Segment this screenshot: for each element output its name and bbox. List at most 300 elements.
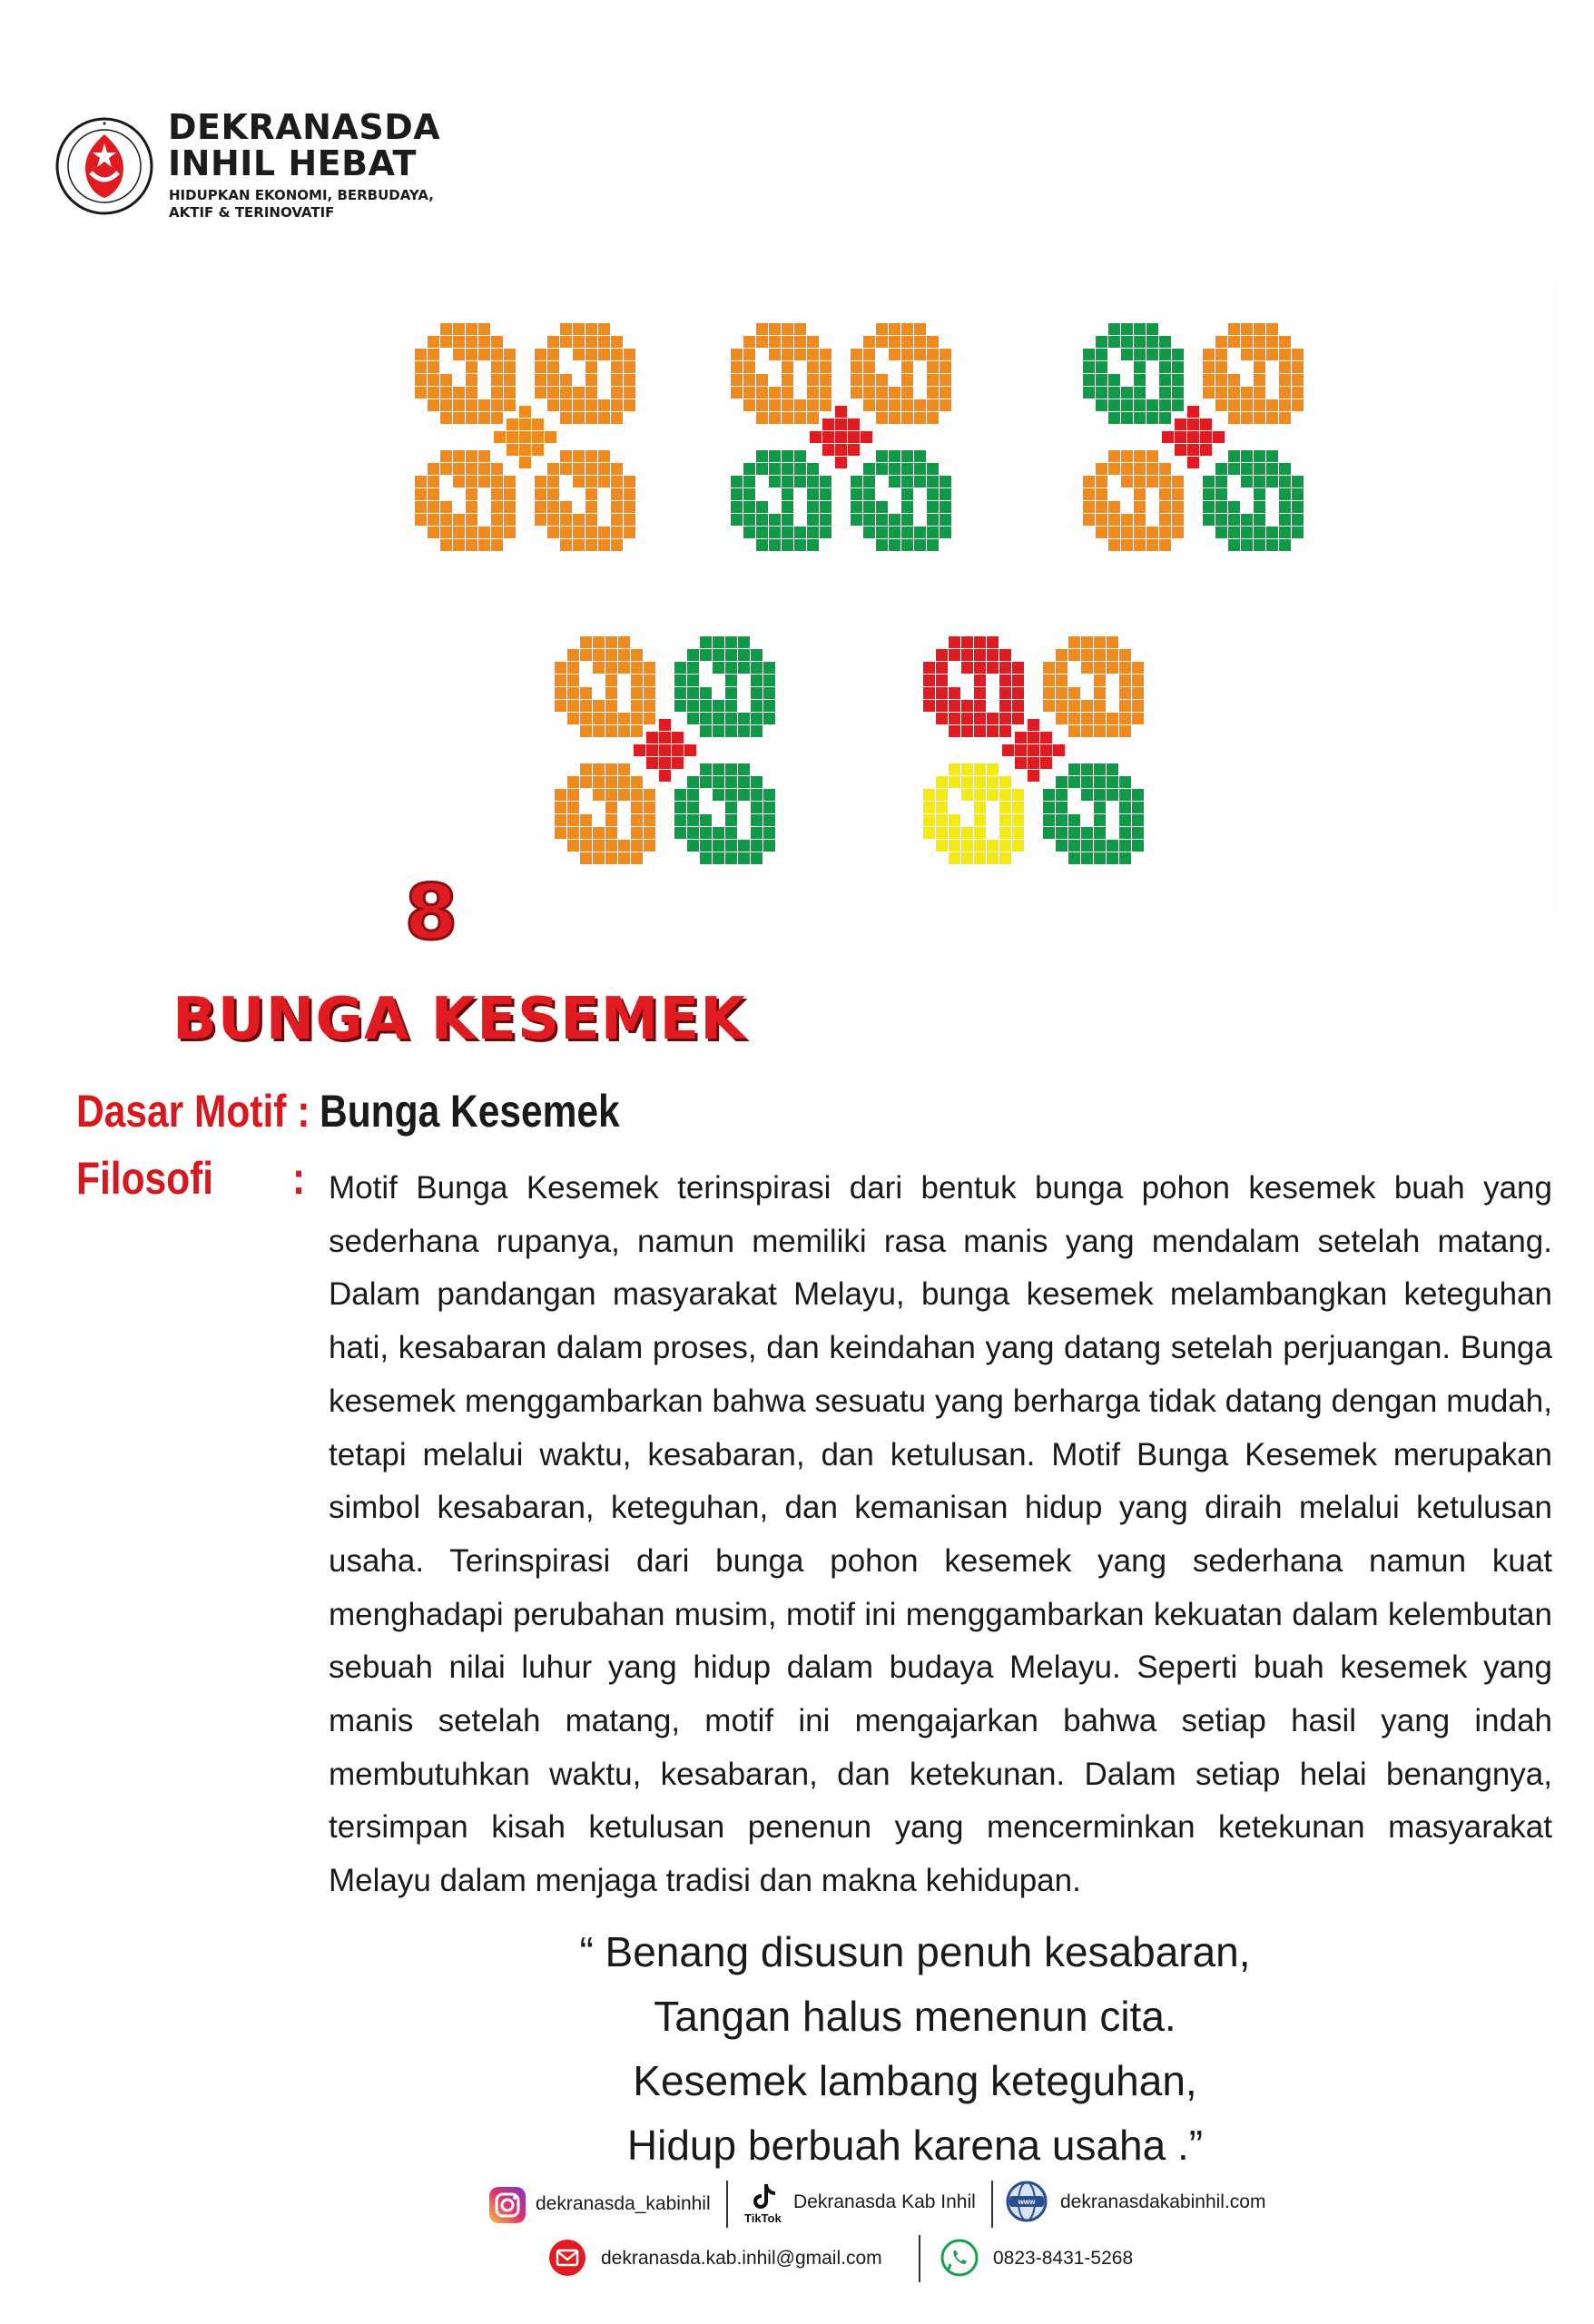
motif-pixel [756, 387, 768, 399]
motif-pixel [1279, 336, 1291, 348]
motif-pixel [820, 488, 831, 500]
filosofi-colon: : [292, 1153, 306, 1204]
motif-pixel [1094, 827, 1106, 839]
motif-pixel [415, 374, 427, 386]
motif-pixel [555, 814, 566, 826]
motif-pixel [936, 827, 948, 839]
motif-pixel [644, 814, 655, 826]
motif-pixel [974, 763, 986, 775]
motif-pixel [1081, 852, 1093, 864]
motif-center-pixel [684, 744, 696, 756]
motif-pixel [851, 361, 862, 373]
motif-pixel [1279, 527, 1291, 538]
motif-pixel [782, 336, 793, 348]
motif-pixel [1172, 527, 1184, 538]
motif-pixel [624, 361, 635, 373]
motif-pixel [1096, 387, 1107, 399]
motif-pixel [611, 374, 623, 386]
motif-pixel [782, 412, 793, 424]
motif-pixel [1121, 476, 1133, 487]
dasar-motif-label: Dasar Motif : [76, 1086, 310, 1137]
motif-pixel [999, 840, 1011, 852]
motif-pixel [713, 827, 724, 839]
motif-pixel [807, 501, 819, 513]
motif-pixel [466, 450, 477, 462]
motif-pixel [466, 387, 477, 399]
motif-pixel [807, 527, 819, 538]
motif-pixel [901, 527, 913, 538]
motif-pixel [1215, 476, 1227, 487]
motif-pixel [769, 463, 781, 475]
motif-pixel [1254, 399, 1265, 411]
motif-pixel [1241, 514, 1253, 526]
motif-pixel [504, 374, 516, 386]
motif-pixel [555, 827, 566, 839]
motif-pixel [1266, 527, 1278, 538]
motif-pixel [618, 649, 630, 661]
motif-pixel [700, 713, 712, 724]
motif-pixel [1254, 349, 1265, 360]
motif-pixel [1159, 387, 1171, 399]
poem [434, 1920, 1396, 2178]
motif-pixel [901, 476, 913, 487]
motif-pixel [1083, 514, 1095, 526]
motif-pixel [1241, 463, 1253, 475]
motif-center-pixel [1200, 419, 1212, 430]
motif-pixel [1228, 450, 1240, 462]
motif-pixel [927, 361, 939, 373]
motif-pixel [1094, 700, 1106, 712]
motif-pixel [593, 662, 605, 674]
motif-pixel [889, 412, 900, 424]
motif-pixel [807, 361, 819, 373]
motif-pixel [1159, 476, 1171, 487]
motif-pixel [1266, 463, 1278, 475]
motif-pixel [1292, 361, 1304, 373]
motif-pixel [751, 852, 763, 864]
motif-pixel [504, 527, 516, 538]
motif-pixel [611, 463, 623, 475]
motif-pixel [1228, 412, 1240, 424]
motif-pixel [598, 323, 610, 335]
motif-pixel [725, 700, 737, 712]
motif-pixel [889, 476, 900, 487]
motif-pixel [763, 700, 775, 712]
tiktok-account[interactable]: Dekranasda Kab Inhil [793, 2191, 976, 2212]
motif-pixel [618, 725, 630, 737]
motif-pixel [1279, 476, 1291, 487]
motif-pixel [1107, 776, 1118, 788]
motif-pixel [593, 713, 605, 724]
motif-pixel [738, 636, 750, 648]
motif-pixel [560, 323, 572, 335]
motif-pixel [618, 713, 630, 724]
motif-pixel [725, 776, 737, 788]
motif-pixel [794, 527, 806, 538]
motif-center-pixel [507, 419, 518, 430]
motif-variant-3 [1062, 295, 1325, 580]
motif-pixel [631, 662, 643, 674]
motif-center-pixel [1028, 757, 1039, 769]
motif-pixel [1081, 713, 1093, 724]
motif-pixel [535, 361, 546, 373]
motif-pixel [624, 387, 635, 399]
motif-center-pixel [545, 431, 556, 443]
motif-pixel [1056, 675, 1068, 686]
motif-pixel [547, 374, 559, 386]
motif-pixel [940, 488, 951, 500]
motif-pixel [478, 539, 490, 551]
motif-pixel [1266, 476, 1278, 487]
motif-pixel [1094, 675, 1106, 686]
motif-variant-1 [394, 295, 657, 580]
motif-pixel [1043, 802, 1055, 813]
motif-pixel [644, 802, 655, 813]
motif-pixel [428, 374, 439, 386]
motif-pixel [1121, 412, 1133, 424]
motif-pixel [763, 827, 775, 839]
motif-pixel [901, 450, 913, 462]
motif-pixel [453, 514, 465, 526]
motif-pixel [674, 662, 686, 674]
motif-pixel [961, 713, 973, 724]
motif-pixel [743, 463, 755, 475]
motif-pixel [961, 763, 973, 775]
motif-pixel [763, 840, 775, 852]
motif-pixel [1096, 476, 1107, 487]
motif-gallery [36, 281, 1558, 917]
motif-pixel [560, 527, 572, 538]
motif-pixel [593, 827, 605, 839]
motif-pixel [1134, 527, 1146, 538]
motif-pixel [927, 501, 939, 513]
motif-pixel [863, 501, 875, 513]
motif-pixel [725, 814, 737, 826]
motif-pixel [725, 840, 737, 852]
motif-pixel [1159, 336, 1171, 348]
motif-pixel [1081, 649, 1093, 661]
motif-pixel [725, 725, 737, 737]
motif-pixel [1134, 349, 1146, 360]
motif-center-pixel [519, 406, 531, 418]
motif-pixel [1108, 450, 1120, 462]
motif-pixel [478, 412, 490, 424]
motif-pixel [428, 463, 439, 475]
motif-pixel [807, 399, 819, 411]
motif-pixel [687, 776, 699, 788]
org-name-line2: INHIL HEBAT [168, 143, 417, 183]
motif-pixel [631, 814, 643, 826]
motif-center-pixel [1040, 744, 1052, 756]
motif-pixel [585, 323, 597, 335]
motif-pixel [987, 840, 999, 852]
motif-pixel [1083, 501, 1095, 513]
motif-pixel [547, 476, 559, 487]
motif-pixel [560, 539, 572, 551]
motif-pixel [999, 802, 1011, 813]
motif-pixel [567, 700, 579, 712]
motif-pixel [782, 374, 793, 386]
motif-pixel [751, 776, 763, 788]
motif-pixel [598, 336, 610, 348]
motif-pixel [1279, 387, 1291, 399]
motif-pixel [453, 387, 465, 399]
motif-pixel [914, 450, 926, 462]
motif-pixel [1132, 675, 1144, 686]
whatsapp-icon[interactable] [940, 2239, 979, 2277]
email-address[interactable]: dekranasda.kab.inhil@gmail.com [601, 2248, 882, 2269]
motif-pixel [782, 488, 793, 500]
motif-pixel [478, 336, 490, 348]
motif-pixel [901, 349, 913, 360]
motif-center-pixel [532, 419, 544, 430]
motif-pixel [725, 713, 737, 724]
motif-pixel [1146, 450, 1158, 462]
motif-pixel [1094, 713, 1106, 724]
motif-pixel [751, 662, 763, 674]
motif-pixel [999, 662, 1011, 674]
motif-pixel [961, 852, 973, 864]
motif-pixel [585, 514, 597, 526]
instagram-handle[interactable]: dekranasda_kabinhil [536, 2193, 711, 2214]
motif-pixel [927, 488, 939, 500]
motif-pixel [1096, 501, 1107, 513]
motif-pixel [605, 700, 617, 712]
motif-pixel [1134, 501, 1146, 513]
motif-pixel [1121, 527, 1133, 538]
motif-pixel [631, 649, 643, 661]
motif-pixel [949, 725, 960, 737]
motif-pixel [1134, 387, 1146, 399]
motif-pixel [1292, 349, 1304, 360]
motif-pixel [1043, 814, 1055, 826]
motif-pixel [807, 336, 819, 348]
motif-pixel [1012, 700, 1024, 712]
motif-pixel [585, 463, 597, 475]
motif-pixel [1159, 374, 1171, 386]
motif-pixel [1132, 713, 1144, 724]
motif-pixel [1279, 399, 1291, 411]
motif-pixel [1056, 662, 1068, 674]
motif-pixel [466, 539, 477, 551]
motif-pixel [1119, 852, 1131, 864]
motif-pixel [876, 514, 888, 526]
motif-pixel [440, 539, 452, 551]
motif-pixel [1134, 476, 1146, 487]
motif-pixel [1108, 514, 1120, 526]
motif-pixel [743, 361, 755, 373]
motif-center-pixel [1187, 431, 1199, 443]
motif-pixel [1119, 713, 1131, 724]
motif-pixel [876, 463, 888, 475]
motif-pixel [428, 387, 439, 399]
motif-pixel [769, 323, 781, 335]
motif-pixel [1172, 488, 1184, 500]
motif-pixel [631, 802, 643, 813]
motif-pixel [1068, 852, 1080, 864]
motif-pixel [478, 450, 490, 462]
motif-pixel [567, 776, 579, 788]
motif-pixel [1096, 527, 1107, 538]
motif-pixel [624, 488, 635, 500]
motif-pixel [1254, 488, 1265, 500]
motif-pixel [1094, 840, 1106, 852]
motif-center-pixel [1028, 770, 1039, 782]
motif-pixel [700, 840, 712, 852]
motif-pixel [1068, 827, 1080, 839]
motif-pixel [743, 501, 755, 513]
motif-pixel [624, 399, 635, 411]
motif-pixel [974, 776, 986, 788]
motif-center-pixel [1200, 431, 1212, 443]
motif-pixel [1203, 374, 1215, 386]
motif-pixel [700, 649, 712, 661]
phone-number[interactable]: 0823-8431-5268 [993, 2248, 1134, 2269]
motif-pixel [1012, 662, 1024, 674]
motif-pixel [605, 662, 617, 674]
motif-pixel [1279, 488, 1291, 500]
motif-pixel [1134, 463, 1146, 475]
motif-pixel [756, 336, 768, 348]
motif-pixel [1056, 713, 1068, 724]
motif-pixel [478, 527, 490, 538]
motif-pixel [1159, 361, 1171, 373]
motif-pixel [820, 399, 831, 411]
motif-pixel [674, 687, 686, 699]
motif-pixel [782, 450, 793, 462]
motif-pixel [1254, 323, 1265, 335]
motif-pixel [624, 374, 635, 386]
motif-pixel [1108, 412, 1120, 424]
motif-pixel [820, 361, 831, 373]
motif-pixel [1119, 725, 1131, 737]
motif-pixel [567, 827, 579, 839]
motif-pixel [611, 488, 623, 500]
motif-pixel [644, 840, 655, 852]
motif-pixel [644, 713, 655, 724]
globe-icon[interactable] [1006, 2181, 1048, 2222]
motif-pixel [535, 514, 546, 526]
motif-pixel [1266, 450, 1278, 462]
motif-pixel [1241, 450, 1253, 462]
motif-pixel [751, 840, 763, 852]
motif-pixel [580, 687, 592, 699]
motif-center-pixel [822, 444, 834, 456]
motif-pixel [440, 527, 452, 538]
motif-pixel [987, 763, 999, 775]
motif-pixel [567, 713, 579, 724]
motif-center-pixel [810, 431, 822, 443]
motif-pixel [611, 361, 623, 373]
org-name-line1: DEKRANASDA [168, 107, 441, 147]
motif-pixel [598, 527, 610, 538]
motif-pixel [1094, 687, 1106, 699]
motif-pixel [949, 687, 960, 699]
motif-pixel [961, 662, 973, 674]
motif-pixel [624, 527, 635, 538]
motif-pixel [987, 662, 999, 674]
motif-pixel [1215, 488, 1227, 500]
motif-pixel [1279, 361, 1291, 373]
motif-pixel [961, 776, 973, 788]
motif-pixel [598, 349, 610, 360]
motif-pixel [618, 852, 630, 864]
motif-pixel [624, 349, 635, 360]
motif-pixel [593, 763, 605, 775]
website-link[interactable]: dekranasdakabinhil.com [1060, 2191, 1266, 2212]
motif-pixel [940, 501, 951, 513]
motif-pixel [504, 361, 516, 373]
motif-pixel [1134, 323, 1146, 335]
motif-pixel [1107, 789, 1118, 801]
motif-title: BUNGA KESEMEK [172, 986, 746, 1053]
motif-pixel [807, 488, 819, 500]
motif-pixel [440, 399, 452, 411]
motif-pixel [1203, 387, 1215, 399]
motif-pixel [999, 687, 1011, 699]
motif-pixel [940, 387, 951, 399]
motif-pixel [560, 463, 572, 475]
motif-pixel [605, 802, 617, 813]
motif-pixel [491, 539, 503, 551]
motif-pixel [440, 387, 452, 399]
motif-pixel [605, 675, 617, 686]
motif-pixel [936, 700, 948, 712]
motif-pixel [624, 476, 635, 487]
email-icon[interactable] [548, 2239, 586, 2277]
motif-pixel [1146, 463, 1158, 475]
tiktok-icon[interactable] [748, 2182, 779, 2210]
motif-pixel [876, 336, 888, 348]
motif-pixel [1292, 387, 1304, 399]
motif-pixel [1254, 336, 1265, 348]
motif-pixel [1094, 763, 1106, 775]
motif-pixel [782, 539, 793, 551]
motif-pixel [560, 450, 572, 462]
motif-pixel [687, 814, 699, 826]
motif-pixel [580, 840, 592, 852]
motif-pixel [466, 374, 477, 386]
motif-pixel [987, 776, 999, 788]
instagram-icon[interactable] [488, 2186, 526, 2224]
motif-pixel [598, 463, 610, 475]
motif-pixel [731, 514, 743, 526]
motif-pixel [593, 636, 605, 648]
motif-pixel [901, 399, 913, 411]
motif-pixel [936, 776, 948, 788]
motif-pixel [1254, 374, 1265, 386]
motif-pixel [738, 789, 750, 801]
motif-pixel [876, 501, 888, 513]
motif-pixel [605, 776, 617, 788]
motif-pixel [611, 349, 623, 360]
motif-pixel [573, 476, 585, 487]
motif-pixel [1108, 539, 1120, 551]
motif-pixel [987, 789, 999, 801]
motif-pixel [585, 412, 597, 424]
motif-pixel [889, 399, 900, 411]
motif-pixel [560, 399, 572, 411]
motif-center-pixel [835, 444, 847, 456]
motif-pixel [1132, 700, 1144, 712]
motif-pixel [782, 476, 793, 487]
motif-pixel [1056, 814, 1068, 826]
motif-pixel [687, 827, 699, 839]
motif-pixel [1081, 776, 1093, 788]
motif-pixel [1254, 476, 1265, 487]
motif-pixel [440, 450, 452, 462]
motif-pixel [794, 539, 806, 551]
